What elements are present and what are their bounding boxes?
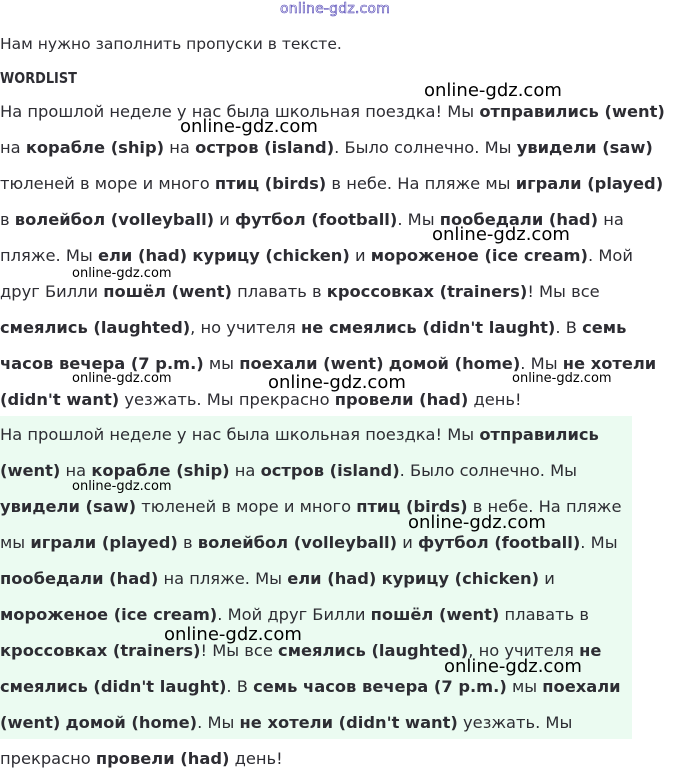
watermark: online-gdz.com <box>408 512 546 533</box>
answer-word: не хотели (didn't want) <box>0 354 657 409</box>
text-segment: . Мой друг Билли <box>217 605 371 624</box>
text-segment: . Было солнечно. Мы <box>399 461 578 480</box>
text-segment: тюленей в море и много <box>0 174 215 193</box>
answer-word: волейбол (volleyball) <box>14 210 215 229</box>
answer-word: птиц (birds) <box>214 174 327 193</box>
text-segment: в небе. На пляже мы <box>326 174 516 193</box>
text-segment: на <box>164 138 196 157</box>
answer-word: мороженое (ice cream) <box>370 246 588 265</box>
text-segment: . Мы <box>520 354 563 373</box>
text-segment: в <box>0 210 15 229</box>
text-segment: . Было солнечно. Мы <box>334 138 517 157</box>
answer-word: остров (island) <box>195 138 335 157</box>
answer-word: увидели (saw) <box>0 497 137 516</box>
answer-word: поехали (went) <box>239 354 384 373</box>
watermark: online-gdz.com <box>268 372 406 393</box>
text-segment: день! <box>229 749 283 768</box>
answer-word: поехали (went) <box>0 677 621 732</box>
text-segment: плавать в <box>231 282 327 301</box>
text-segment: ! Мы все <box>527 282 600 301</box>
answer-word: корабле (ship) <box>25 138 165 157</box>
text-segment: . Мы <box>580 533 618 552</box>
text-segment: на <box>229 461 261 480</box>
answer-word: играли (played) <box>515 174 664 193</box>
answer-word: волейбол (volleyball) <box>197 533 398 552</box>
answer-word: играли (played) <box>30 533 178 552</box>
answer-word: провели (had) <box>334 390 469 409</box>
text-segment: на пляже. Мы <box>0 210 624 265</box>
answer-word: не смеялись (didn't laught) <box>0 641 602 696</box>
watermark: online-gdz.com <box>72 371 172 386</box>
text-segment: На прошлой неделе у нас была школьная поездка! Мы <box>0 425 480 444</box>
text-segment: и <box>539 569 555 588</box>
watermark: online-gdz.com <box>424 80 562 101</box>
answer-word: корабле (ship) <box>91 461 230 480</box>
text-segment: уезжать. Мы прекрасно <box>119 390 335 409</box>
text-segment: плавать в <box>499 605 589 624</box>
wordlist-heading: WORDLIST <box>0 69 77 87</box>
answer-word: семь часов вечера (7 p.m.) <box>253 677 507 696</box>
watermark: online-gdz.com <box>444 656 582 677</box>
text-segment: . В <box>555 318 583 337</box>
text-segment: . Мы <box>397 210 440 229</box>
answer-word: футбол (football) <box>418 533 581 552</box>
site-logo: online-gdz.com <box>280 1 391 17</box>
text-segment: в небе. На пляже мы <box>0 497 622 552</box>
answer-word: пообедали (had) <box>439 210 599 229</box>
answer-word: не смеялись (didn't laught) <box>301 318 556 337</box>
text-segment: . В <box>226 677 254 696</box>
watermark: online-gdz.com <box>432 224 570 245</box>
paragraph-answer <box>0 94 672 418</box>
answer-word: остров (island) <box>260 461 400 480</box>
text-segment: в <box>177 533 198 552</box>
answer-word: отправились (went) <box>0 425 599 480</box>
answer-word: ели (had) <box>97 246 188 265</box>
text-segment: и <box>214 210 236 229</box>
answer-word: пообедали (had) <box>0 569 159 588</box>
paragraph-answer-highlighted <box>0 417 628 777</box>
text-segment: , но учителя <box>190 318 302 337</box>
text-segment: , но учителя <box>468 641 580 660</box>
answer-word: смеялись (laughted) <box>278 641 469 660</box>
watermark: online-gdz.com <box>180 116 318 137</box>
answer-word: не хотели (didn't want) <box>239 713 458 732</box>
answer-word: кроссовках (trainers) <box>326 282 528 301</box>
watermark: online-gdz.com <box>512 371 612 386</box>
watermark: online-gdz.com <box>164 624 302 645</box>
text-segment: и <box>397 533 419 552</box>
answer-word: домой (home) <box>388 354 521 373</box>
answer-word: пошёл (went) <box>103 282 232 301</box>
answer-word: отправились (went) <box>479 102 665 121</box>
answer-word: увидели (saw) <box>516 138 653 157</box>
answer-word: курицу (chicken) <box>381 569 540 588</box>
answer-word: мороженое (ice cream) <box>0 605 218 624</box>
answer-word: домой (home) <box>65 713 198 732</box>
text-segment: На прошлой неделе у нас была школьная поездка! Мы <box>0 102 480 121</box>
answer-word: птиц (birds) <box>356 497 468 516</box>
text-segment: уезжать. Мы прекрасно <box>0 713 573 768</box>
text-segment: и <box>349 246 371 265</box>
answer-word: пошёл (went) <box>370 605 500 624</box>
text-segment: на пляже. Мы <box>158 569 288 588</box>
intro-text: Нам нужно заполнить пропуски в тексте. <box>0 35 342 53</box>
answer-word: семь часов вечера (7 p.m.) <box>0 318 627 373</box>
watermark: online-gdz.com <box>72 266 172 281</box>
text-segment: . Мы <box>197 713 240 732</box>
text-segment: тюленей в море и много <box>136 497 357 516</box>
answer-word: ели (had) <box>287 569 377 588</box>
answer-word: смеялись (laughted) <box>0 318 191 337</box>
text-segment: ! Мы все <box>200 641 279 660</box>
text-segment: на <box>60 461 92 480</box>
text-segment: мы <box>203 354 240 373</box>
answer-word: провели (had) <box>95 749 230 768</box>
answer-word: футбол (football) <box>235 210 398 229</box>
text-segment: день! <box>468 390 522 409</box>
text-segment: мы <box>506 677 543 696</box>
text-segment: . Мой друг Билли <box>0 246 633 301</box>
answer-word: курицу (chicken) <box>192 246 350 265</box>
text-segment: на <box>0 138 26 157</box>
watermark: online-gdz.com <box>72 479 172 494</box>
answer-word: кроссовках (trainers) <box>0 641 201 660</box>
